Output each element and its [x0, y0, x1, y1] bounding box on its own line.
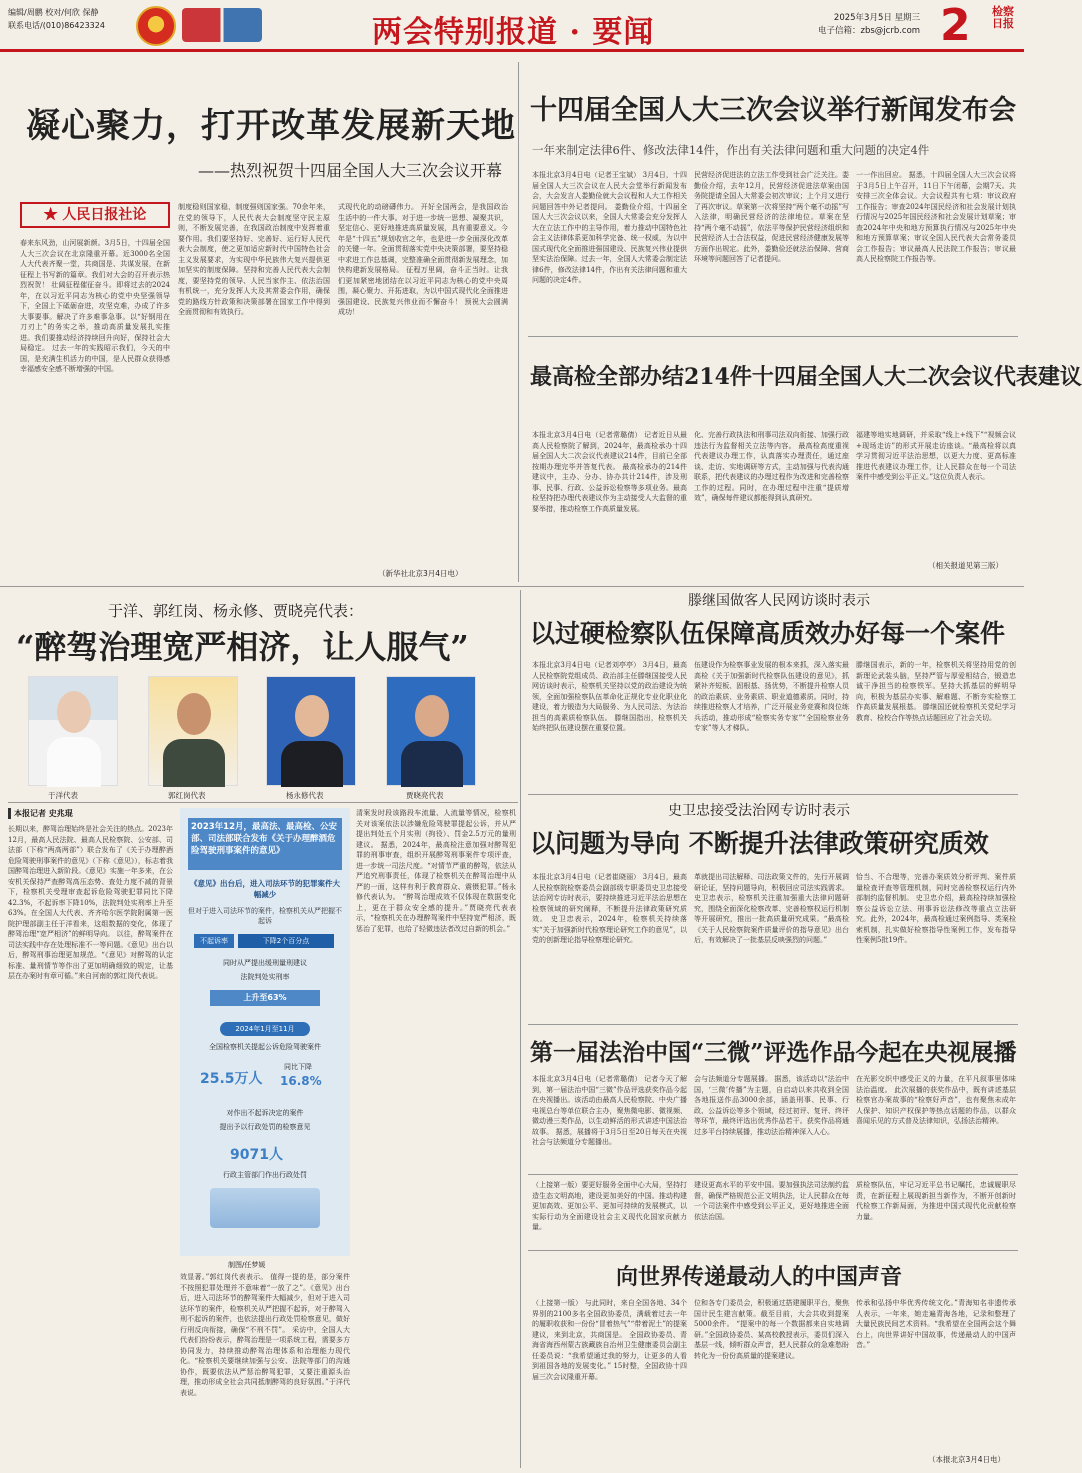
three-micro-column-3: 在光影交织中感受正义的力量，在平凡叙事里体味法治温度。 此次展播的获奖作品中，既有讲述基层检察官办案故事的“检察好声音”，也有聚焦未成年人保护、知识产权保护等热点话题的作品，以群众喜闻乐见的方式普及法律知识，弘扬法治精神。	[856, 1075, 1016, 1125]
continuation-column-1: （上接第一版）要更好服务全面中心大局，坚持打造生态文明高地，建设更加美好的中国。推动构建更加高效、更加公平、更加可持续的发展模式，以实际行动为全面建设社会主义现代化国家贡献力量。	[532, 1181, 687, 1231]
editorial-column-1: 春来东风劲，山河展新颜。3月5日，十四届全国人大三次会议在北京隆重开幕。近3000名全国人大代表齐聚一堂，共商国是、共谋发展，在新征程上书写新的篇章。我们对大会的召开表示热烈祝贺！ 壮阔征程催征奋斗。即将过去的2024年，在以习近平同志为核心的党中央坚强领导下，全国上下砥砺奋进，攻坚克难，办成了许多大事要事。解决了许多难事急事。以“好钢用在刀刃上”的务实之举，推动高质量发展扎实推进。我们要推动经济持续回升向好，保持社会大局稳定。 过去一年的实践昭示我们，今天的中国，是充满生机活力的中国，是人民群众获得感幸福感安全感不断增强的中国。	[20, 239, 170, 373]
press-conference-article	[528, 62, 1018, 332]
infographic-text-3: 对作出不起诉决定的案件	[226, 1109, 304, 1117]
legal-policy-column-3: 恰当、不合理等，完善办案质效分析评判、案件质量检查评查等管理机制，同时完善检察权运行内外部制约监督机制。 史卫忠介绍，最高检持续加强检察公益诉讼立法、刑事诉讼法修改等重点立法研究。此外，2024年，最高检通过案例指导、类案检索机制，扎实做好检察指导性案例工作，发布指导性案例5批19件。	[856, 873, 1016, 944]
page-number: 2	[940, 0, 971, 51]
issue-date: 2025年3月5日 星期三	[833, 13, 921, 23]
editorial-subtitle: ——热烈祝贺十四届全国人大三次会议开幕	[198, 161, 503, 180]
chinese-voice-column-1: （上接第一版） 与此同时，来自全国各地、34个界别的2100多名全国政协委员，满载着过去一年的履职收获和一份份“冒着热气”“带着泥土”的提案建议，来到北京，共商国是。 全国政协委员、青海省海西州蒙古族藏族自治州卫生健康委员会副主任委员说：“我希望通过我的努力，让更多的人看到祖国各地的发展变化。” 15时整，全国政协十四届三次会议隆重开幕。	[532, 1299, 687, 1381]
editorial-column-2: 制度稳则国家稳，制度强则国家强。70余年来，在党的领导下，人民代表大会制度坚守民主原则，不断发展完善，在我国政治制度中发挥着重要作用。我们要坚持好、完善好、运行好人民代表大会制度，使之更加适应新时代中国特色社会主义发展要求，为实现中华民族伟大复兴提供更加坚实的制度保障。坚持和完善人民代表大会制度，要坚持党的领导、人民当家作主、依法治国有机统一，充分发挥人大及其常委会作用，确保党的路线方针政策和决策部署在国家工作中得到全面贯彻和有效执行。	[178, 203, 330, 316]
drunk-driving-article	[8, 592, 518, 1468]
infographic-change-label: 同比下降	[284, 1063, 312, 1071]
interview-column-3: 清案发时段该路段车流量、人流量等情况，检察机关对该案依法以涉嫌危险驾驶罪提起公诉，并从严提出判处五个月实刑（拘役）、罚金2.5万元的量刑建议。 据悉，2024年，最高检注意加强对醉驾犯罪的刑事审查，组织开展醉驾刑事案件专项评查，进一步统一司法尺度。“对情节严重的醉驾，依法从严追究刑事责任，体现了检察机关在醉驾治理中从严的一面，这样有利于教育群众、震慑犯罪。”杨永修代表认为。 “醉驾治理成效不仅体现在数据变化上，更在于群众安全感的提升。”贾晓亮代表表示，“检察机关在办理醉驾案件中坚持宽严相济，既惩治了犯罪，也给了轻微违法者改过自新的机会。”	[356, 809, 516, 933]
infographic-stat-change: 16.8%	[280, 1074, 322, 1088]
editorial-column-3: 式现代化的动磅礴伟力。 开好全国两会，是我国政治生活中的一件大事。对于进一步统一思想、凝聚共识，坚定信心、更好地推进高质量发展，具有重要意义。今年是“十四五”规划收官之年，也是进一步全面深化改革的关键一年。全面贯彻落实党中央决策部署，要坚持稳中求进工作总基调，完整准确全面贯彻新发展理念，加快构建新发展格局。 征程万里阔，奋斗正当时。让我们更加紧密地团结在以习近平同志为核心的党中央周围，凝心聚力、开拓进取，为以中国式现代化全面推进强国建设、民族复兴伟业而不懈奋斗！ 预祝大会圆满成功！	[338, 203, 508, 316]
interview-column-4: 效显著。”郭红岗代表表示。 值得一提的是，部分案件不按照犯罪处理并不意味着“一放了之”。《意见》出台后，进入司法环节的醉驾案件大幅减少，但对于进入司法环节的案件，检察机关从严把握不起诉，对于醉驾入刑不起诉的案件，也依法提出行政处罚检察意见，做好行刑反向衔接，确保“不刑不罚”。 采访中，全国人大代表们纷纷表示，醉驾治理是一项系统工程，需要多方协同发力，持续推动醉驾治理体系和治理能力现代化。“检察机关要继续加强与公安、法院等部门的沟通协作，既要依法从严惩治醉驾犯罪，又要注重源头治理，推动形成全社会共同抵制醉驾的良好氛围。”于洋代表说。	[180, 1273, 350, 1397]
npc-cppcc-logo-icon	[182, 8, 262, 42]
infographic-period: 2024年1月至11月	[220, 1022, 310, 1036]
press-conference-column-2: 民营经济促进法的立法工作受到社会广泛关注。娄勤俭介绍，去年12月，民营经济促进法草案由国务院提请全国人大常委会初次审议；上个月又进行了再次审议。草案第一次将坚持“两个毫不动摇”写入法律，明确民营经济的法律地位。草案在坚持“两个毫不动摇”，依法平等保护民营经济组织和民营经济人士合法权益，促进民营经济健康发展等方面作出规定。此外，娄勤俭还就法治保障、营商环境等问题回答了记者提问。	[694, 171, 849, 263]
editors-line: 编辑/周鹏 校对/何欣 保静	[8, 8, 99, 17]
press-conference-column-3: 一一作出回应。 据悉，十四届全国人大三次会议将于3月5日上午召开，11日下午闭幕，会期7天。共安排三次全体会议。大会议程共有七项：审议政府工作报告；审查2024年国民经济和社会发展计划执行情况与2025年国民经济和社会发展计划草案；审查2024年中央和地方预算执行情况与2025年中央和地方预算草案；审议全国人民代表大会常务委员会工作报告；审议最高人民法院工作报告；审议最高人民检察院工作报告等。	[856, 171, 1016, 263]
interview-byline: 本报记者 史兆琨	[8, 808, 73, 819]
chinese-voice-column-3: 传承和弘扬中华优秀传统文化。”青海知名非遗传承人表示，一年来，她走遍青海各地，记录和整理了大量民族民间艺术资料。“我希望在全国两会这个舞台上，向世界讲好中国故事，传递最动人的中国声音。”	[856, 1299, 1016, 1349]
continuation-column-3: 质检察队伍，牢记习近平总书记嘱托，忠诚履职尽责，在新征程上展现新担当新作为，不断开创新时代检察工作新局面，为推进中国式现代化贡献检察力量。	[856, 1181, 1016, 1221]
delegate-photo-yuyang	[28, 676, 118, 786]
team-building-column-3: 滕继国表示，新的一年，检察机关将坚持用党的创新理论武装头脑，坚持严管与厚爱相结合，锻造忠诚干净担当的检察铁军。坚持大抓基层的鲜明导向，积极为基层办实事、解难题、不断夯实检察工作高质量发展根基。 滕继国还就检察机关党纪学习教育、检校合作等热点话题回应了社会关切。	[856, 661, 1016, 722]
infographic-text-2b: 法院判处实刑率	[240, 973, 290, 981]
infographic-period-text: 全国检察机关提起公诉危险驾驶案件	[209, 1043, 321, 1051]
infographic-badge-1: 不起诉率	[194, 934, 234, 948]
three-micro-title: 第一届法治中国“三微”评选作品今起在央视展播	[530, 1039, 1017, 1066]
caption-jiaxiaoliang: 贾晓亮代表	[406, 791, 444, 800]
three-micro-column-1: 本报北京3月4日电（记者常璐倩） 记者今天了解到，第一届法治中国“三微”作品评选获奖作品今起在央视播出。该活动由最高人民检察院、中央广播电视总台等单位联合主办，聚焦微电影、微视频、微动漫三类作品，以生动鲜活的形式讲述中国法治故事。 据悉，展播将于3月5日至20日每天在央视社会与法频道分专题播出。	[532, 1075, 687, 1146]
continuation-block	[528, 1178, 1018, 1248]
editorial-source: （新华社北京3月4日电）	[378, 569, 463, 578]
press-conference-title: 十四届全国人大三次会议举行新闻发布会	[530, 95, 1016, 126]
delegate-photo-jiaxiaoliang	[386, 676, 476, 786]
team-building-article	[528, 590, 1018, 790]
infographic-badge-3: 上升至63%	[210, 990, 320, 1006]
national-emblem-icon	[136, 6, 176, 46]
interview-column-1: 长期以来，醉驾治理始终是社会关注的热点。2023年12月，最高人民法院、最高人民检察院、公安部、司法部（下称“两高两部”）联合发布了《关于办理醉酒危险驾驶刑事案件的意见》（下称《意见》），标志着我国醉驾治理进入新阶段。《意见》实施一年多来，在公安机关保持严查醉驾高压态势、查处力度不减的背景下，检察机关受理审查起诉危险驾驶犯罪同比下降42.3%，不起诉率下降10%，法院判处实刑率上升至63%。在全国人大代表、齐齐哈尔医学院附属第一医院护理部副主任于洋看来，这组数据的变化，体现了醉驾治理“宽严相济”的鲜明导向。 以往，醉驾案件在司法实践中存在处理标准不一等问题。《意见》出台以后，醉驾刑事治理更加规范。“《意见》对醉驾的认定标准、量刑情节等作出了更加明确细致的规定，让基层在办案时有章可循。”来自河南的郭红岗代表说。	[8, 825, 173, 980]
spp-suggestions-column-3: 福建等地实地调研，并采取“线上+线下”“视频会议+现场走访”的形式开展走访座谈。“最高检将以真学习贯彻习近平法治思想，以更大力度、更高标准推进代表建议办理工作，让人民群众在每一个司法案件中感受到公平正义。”这位负责人表示。	[856, 431, 1016, 481]
infographic-intro: 《意见》出台后，进入司法环节的犯罪案件大幅减少	[190, 879, 340, 899]
press-conference-column-1: 本报北京3月4日电（记者王宝斌） 3月4日，十四届全国人大三次会议在人民大会堂举行新闻发布会，大会发言人娄勤俭就大会议程和人大工作相关问题回答中外记者提问。 娄勤俭介绍，十四届全国人大三次会议以来，全国人大常委会充分发挥人大在立法工作中的主导作用，着力推动中国特色社会主义法律体系更加科学完备、统一权威，为以中国式现代化全面推进强国建设、民族复兴伟业提供坚实法治保障。过去一年，全国人大常委会制定法律6件，修改法律14件，作出有关法律问题和重大问题的决定4件。	[532, 171, 687, 284]
caption-yangyongxiu: 杨永修代表	[286, 791, 324, 800]
infographic-text-2: 同时从严提出缓刑量刑建议	[223, 959, 307, 967]
infographic-compare: 但对于进入司法环节的案件，检察机关从严把握不起诉	[188, 907, 342, 925]
infographic-text-3b: 提出予以行政处罚的检察意见	[219, 1123, 311, 1131]
chinese-voice-article	[528, 1254, 1018, 1468]
team-building-kicker: 滕继国做客人民网访谈时表示	[688, 593, 870, 609]
press-conference-subtitle: 一年来制定法律6件、修改法律14件，作出有关法律问题和重大问题的决定4件	[532, 143, 930, 157]
delegate-photo-yangyongxiu	[266, 676, 356, 786]
spp-suggestions-title: 最高检全部办结214件十四届全国人大二次会议代表建议	[530, 364, 1082, 390]
delegate-photo-guohonggang	[148, 676, 238, 786]
chinese-voice-title: 向世界传递最动人的中国声音	[616, 1264, 903, 1290]
phone-line: 联系电话/(010)86423324	[8, 21, 105, 30]
caption-yuyang: 于洋代表	[48, 791, 78, 800]
legal-policy-column-1: 本报北京3月4日电（记者崔晓丽） 3月4日，最高人民检察院检察委员会副部级专职委员史卫忠接受法治网专访时表示，要持续推进习近平法治思想在检察领域的研究阐释，不断提升法律政策研究质效。 史卫忠表示，2024年，检察机关持续落实“关于加强新时代检察理论研究工作的意见”，以党的创新理论指导检察理论研究。	[532, 873, 687, 944]
infographic-text-3c: 行政主管部门作出行政处罚	[223, 1171, 307, 1179]
legal-policy-article	[528, 800, 1018, 1020]
date-block	[818, 12, 920, 38]
continuation-column-2: 建设更高水平的平安中国。要加强执法司法制约监督，确保严格规范公正文明执法，让人民群众在每一个司法案件中感受到公平正义，更好地推进全面依法治国。	[694, 1181, 849, 1221]
legal-policy-column-2: 革就提出司法解释、司法政策文件的，先行开展调研论证，坚持问题导向，积极回应司法实践需求。 史卫忠表示，检察机关注重加强重大法律问题研究，围绕全面深化检察改革、完善检察权运行机制等开展研究，推出一批高质量研究成果。“最高检《关于人民检察院案件质量评价的指导意见》出台后，有效解决了一批基层反映强烈的问题。”	[694, 873, 849, 944]
editor-credits	[8, 6, 105, 32]
caption-guohonggang: 郭红岗代表	[168, 791, 206, 800]
chinese-voice-column-2: 位和各专门委员会，积极通过搭建履职平台，聚焦国计民生建言献策。截至目前，大会共收到提案5000余件。 “提案中的每一个数据都来自实地调研。”全国政协委员、某高校教授表示，委员们深入基层一线，倾听群众声音，把人民群众的急难愁盼转化为一份份高质量的提案建议。	[694, 1299, 849, 1360]
infographic-stat-2: 9071人	[230, 1147, 283, 1163]
infographic-badge-2: 下降2个百分点	[238, 934, 334, 948]
infographic-credit: 制图/任梦媛	[228, 1261, 266, 1269]
editorial-tag: ★ 人民日报社论	[20, 202, 170, 228]
team-building-title: 以过硬检察队伍保障高质效办好每一个案件	[530, 619, 1006, 648]
infographic-head: 2023年12月，最高法、最高检、公安部、司法部联合发布《关于办理醉酒危险驾驶刑事案件的意见》	[188, 818, 342, 870]
contact-email: 电子信箱：zbs@jcrb.com	[818, 26, 921, 36]
newspaper-logo: 检察日报	[992, 5, 1014, 30]
team-building-column-1: 本报北京3月4日电（记者刘亭亭） 3月4日，最高人民检察院党组成员、政治部主任滕继国接受人民网访谈时表示，检察机关坚持以党的政治建设为统领，全面加强检察队伍革命化正规化专业化职业化建设，着力锻造为大局服务、为人民司法、为法治担当的高素质检察队伍。 滕继国指出，检察机关始终把队伍建设摆在重要位置。	[532, 661, 687, 732]
related-report-note: （相关报道见第三版）	[928, 561, 1003, 570]
editorial-article	[8, 62, 516, 582]
infographic	[180, 808, 350, 1256]
spp-suggestions-column-1: 本报北京3月4日电（记者常璐倩） 记者近日从最高人民检察院了解到，2024年，最高检承办十四届全国人大二次会议代表建议214件，目前已全部按期办理完毕并答复代表。 最高检承办的214件建议中，主办、分办、协办共计214件，涉及刑事、民事、行政、公益诉讼检察等多项业务。最高检坚持把办理代表建议作为主动接受人大监督的重要举措，推动检察工作高质量发展。	[532, 431, 687, 513]
chinese-voice-source: （本报北京3月4日电）	[928, 1455, 1006, 1464]
drunk-driving-title: “醉驾治理宽严相济，让人服气”	[16, 628, 469, 666]
delegates-names: 于洋、郭红岗、杨永修、贾晓亮代表：	[108, 602, 364, 620]
team-building-column-2: 伍建设作为检察事业发展的根本来抓，深入落实最高检《关于加强新时代检察队伍建设的意见》，抓紧补齐短板、固根基、扬优势，不断提升检察人员的政治素质、业务素质、职业道德素质。同时，持续推进检察人才培养，广泛开展业务竞赛和岗位练兵活动，推动形成“检察实务专家”“全国检察业务专家”等人才梯队。	[694, 661, 849, 732]
masthead	[0, 0, 1024, 52]
infographic-building-icon	[210, 1188, 320, 1228]
three-micro-article	[528, 1030, 1018, 1170]
editorial-title: 凝心聚力，打开改革发展新天地	[26, 106, 516, 146]
spp-suggestions-column-2: 化、完善行政执法和刑事司法双向衔接、加强行政违法行为监督相关立法等内容。 最高检高度重视代表建议办理工作，认真落实办理责任，通过座谈、走访、实地调研等方式，主动加强与代表沟通联系，把代表建议的办理过程作为改进和完善检察工作的过程。同时，在办理过程中注重“提质增效”，确保每件建议都能得到认真研究。	[694, 431, 849, 502]
spp-suggestions-article	[528, 340, 1082, 576]
legal-policy-title: 以问题为导向 不断提升法律政策研究质效	[530, 829, 989, 858]
three-micro-column-2: 会与法频道分专题展播。 据悉，该活动以“法治中国，‘三微’传播”为主题，自启动以来共收到全国各地报送作品3000余部，涵盖刑事、民事、行政、公益诉讼等多个领域，经过初评、复评、终评等环节，最终评选出优秀作品若干。获奖作品将通过多平台持续展播，推动法治精神深入人心。	[694, 1075, 849, 1136]
infographic-stat-value: 25.5万人	[200, 1071, 263, 1087]
section-title: 两会特别报道 · 要闻	[372, 15, 655, 50]
legal-policy-kicker: 史卫忠接受法治网专访时表示	[668, 803, 850, 819]
